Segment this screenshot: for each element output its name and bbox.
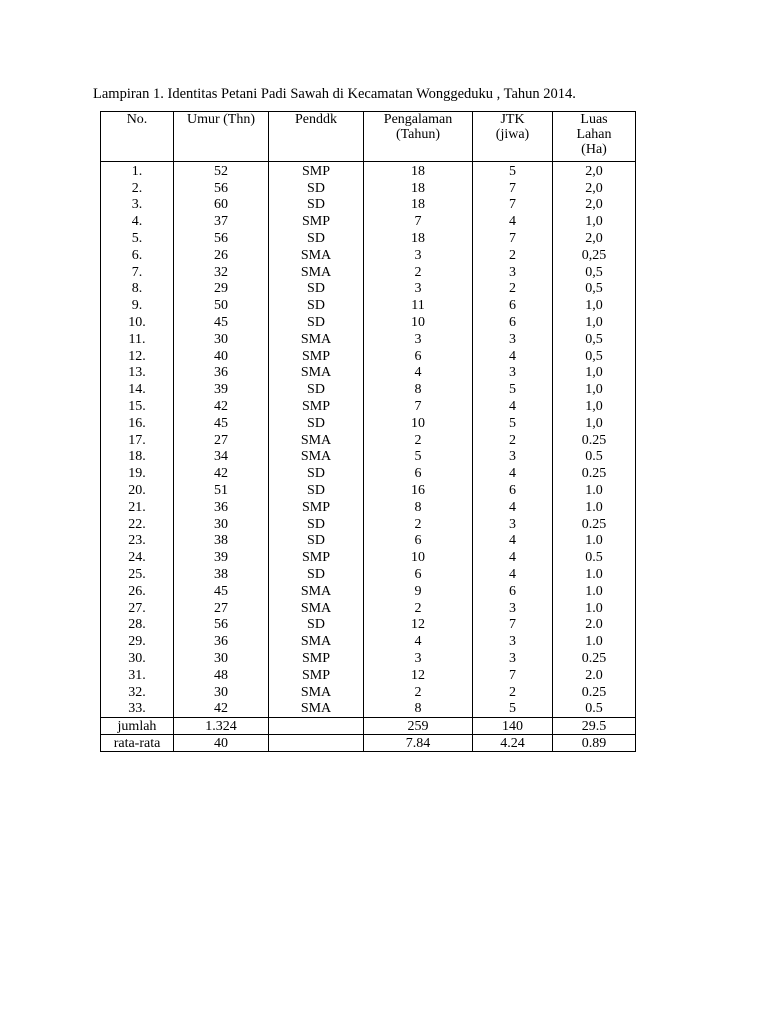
cell-no: 31.: [101, 667, 174, 684]
cell-pengalaman: 6: [364, 533, 473, 550]
header-no: [101, 112, 174, 162]
cell-jtk: 6: [473, 314, 553, 331]
header-umur-label: Umur (Thn): [186, 112, 256, 127]
cell-jtk: 6: [473, 482, 553, 499]
table-row: [101, 432, 636, 449]
table-row: [101, 398, 636, 415]
rata-rata-row: [101, 735, 636, 752]
cell-pengalaman: 7: [364, 398, 473, 415]
cell-pendidikan: SMA: [269, 701, 364, 718]
cell-umur: 30: [174, 684, 269, 701]
cell-umur: 27: [174, 600, 269, 617]
cell-jtk: 6: [473, 583, 553, 600]
cell-pengalaman: 8: [364, 499, 473, 516]
cell-jtk: 3: [473, 650, 553, 667]
table-row: [101, 314, 636, 331]
cell-pendidikan: SMP: [269, 499, 364, 516]
cell-pengalaman: 18: [364, 197, 473, 214]
cell-umur: 40: [174, 348, 269, 365]
table-row: [101, 197, 636, 214]
cell-pendidikan: SMP: [269, 549, 364, 566]
table-header: [101, 112, 636, 162]
cell-pendidikan: SD: [269, 314, 364, 331]
cell-umur: 38: [174, 533, 269, 550]
cell-no: 25.: [101, 566, 174, 583]
cell-pendidikan: SD: [269, 381, 364, 398]
cell-luas: 0.25: [553, 516, 636, 533]
cell-pengalaman: 5: [364, 449, 473, 466]
cell-umur: 48: [174, 667, 269, 684]
cell-luas: 1,0: [553, 314, 636, 331]
cell-umur: 26: [174, 247, 269, 264]
cell-jtk: 3: [473, 516, 553, 533]
cell-no: 10.: [101, 314, 174, 331]
cell-no: 20.: [101, 482, 174, 499]
cell-pendidikan: SD: [269, 516, 364, 533]
table-row: [101, 633, 636, 650]
cell-umur: 52: [174, 162, 269, 180]
header-luas-line3: (Ha): [581, 142, 607, 157]
cell-luas: 2,0: [553, 230, 636, 247]
header-pengalaman: [364, 112, 473, 162]
cell-umur: 45: [174, 415, 269, 432]
cell-jtk: 7: [473, 180, 553, 197]
cell-luas: 0.5: [553, 701, 636, 718]
rata-rata-luas: 0.89: [553, 735, 636, 752]
cell-umur: 38: [174, 566, 269, 583]
rata-rata-pendidikan: [269, 735, 364, 752]
cell-pengalaman: 2: [364, 264, 473, 281]
table-footer: [101, 718, 636, 752]
cell-luas: 1.0: [553, 600, 636, 617]
cell-jtk: 6: [473, 297, 553, 314]
table-row: [101, 348, 636, 365]
cell-no: 18.: [101, 449, 174, 466]
header-pendidikan-label: Penddk: [295, 112, 337, 127]
cell-luas: 1,0: [553, 381, 636, 398]
cell-umur: 36: [174, 633, 269, 650]
cell-pengalaman: 18: [364, 162, 473, 180]
cell-pengalaman: 4: [364, 633, 473, 650]
table-row: [101, 499, 636, 516]
table-row: [101, 650, 636, 667]
cell-umur: 34: [174, 449, 269, 466]
table-row: [101, 684, 636, 701]
cell-pendidikan: SMA: [269, 247, 364, 264]
cell-luas: 1,0: [553, 398, 636, 415]
cell-pendidikan: SD: [269, 482, 364, 499]
cell-luas: 0,5: [553, 281, 636, 298]
cell-pendidikan: SMA: [269, 600, 364, 617]
cell-jtk: 5: [473, 701, 553, 718]
cell-umur: 30: [174, 650, 269, 667]
cell-luas: 2,0: [553, 162, 636, 180]
cell-pengalaman: 2: [364, 684, 473, 701]
header-pendidikan: [269, 112, 364, 162]
cell-pendidikan: SD: [269, 617, 364, 634]
header-jtk-line2: (jiwa): [495, 127, 530, 142]
cell-no: 13.: [101, 365, 174, 382]
table-row: [101, 701, 636, 718]
cell-umur: 60: [174, 197, 269, 214]
cell-no: 16.: [101, 415, 174, 432]
header-luas-line1: Luas: [580, 112, 608, 127]
cell-pendidikan: SMA: [269, 684, 364, 701]
table-row: [101, 247, 636, 264]
cell-no: 22.: [101, 516, 174, 533]
cell-no: 32.: [101, 684, 174, 701]
cell-umur: 29: [174, 281, 269, 298]
cell-luas: 1.0: [553, 566, 636, 583]
cell-luas: 1,0: [553, 213, 636, 230]
cell-jtk: 4: [473, 533, 553, 550]
header-row: [101, 112, 636, 162]
cell-pendidikan: SD: [269, 566, 364, 583]
cell-jtk: 3: [473, 264, 553, 281]
table-row: [101, 264, 636, 281]
jumlah-umur: 1.324: [174, 718, 269, 735]
header-luas-line2: Lahan: [576, 127, 612, 142]
cell-pengalaman: 2: [364, 516, 473, 533]
header-pengalaman-line2: (Tahun): [395, 127, 441, 142]
cell-no: 3.: [101, 197, 174, 214]
jumlah-luas: 29.5: [553, 718, 636, 735]
cell-pendidikan: SMP: [269, 213, 364, 230]
jumlah-pengalaman: 259: [364, 718, 473, 735]
table-row: [101, 297, 636, 314]
table-row: [101, 600, 636, 617]
cell-pendidikan: SMP: [269, 667, 364, 684]
cell-umur: 42: [174, 398, 269, 415]
cell-no: 12.: [101, 348, 174, 365]
cell-pendidikan: SMA: [269, 583, 364, 600]
table-row: [101, 465, 636, 482]
cell-luas: 2,0: [553, 180, 636, 197]
cell-pendidikan: SMA: [269, 365, 364, 382]
cell-jtk: 2: [473, 684, 553, 701]
table-row: [101, 415, 636, 432]
cell-no: 23.: [101, 533, 174, 550]
cell-pendidikan: SMP: [269, 348, 364, 365]
cell-pengalaman: 7: [364, 213, 473, 230]
rata-rata-umur: 40: [174, 735, 269, 752]
cell-no: 9.: [101, 297, 174, 314]
table-row: [101, 331, 636, 348]
cell-pendidikan: SD: [269, 197, 364, 214]
cell-umur: 56: [174, 180, 269, 197]
cell-luas: 2,0: [553, 197, 636, 214]
table-row: [101, 381, 636, 398]
cell-pengalaman: 9: [364, 583, 473, 600]
cell-pengalaman: 3: [364, 331, 473, 348]
cell-pendidikan: SMA: [269, 264, 364, 281]
table-row: [101, 180, 636, 197]
jumlah-label: jumlah: [101, 718, 174, 735]
cell-no: 19.: [101, 465, 174, 482]
cell-jtk: 4: [473, 566, 553, 583]
cell-pengalaman: 3: [364, 281, 473, 298]
cell-pendidikan: SD: [269, 465, 364, 482]
table-row: [101, 230, 636, 247]
cell-no: 28.: [101, 617, 174, 634]
cell-pendidikan: SD: [269, 297, 364, 314]
cell-pengalaman: 18: [364, 230, 473, 247]
cell-no: 6.: [101, 247, 174, 264]
cell-no: 21.: [101, 499, 174, 516]
cell-pengalaman: 12: [364, 617, 473, 634]
table-row: [101, 449, 636, 466]
cell-umur: 36: [174, 365, 269, 382]
cell-pendidikan: SD: [269, 533, 364, 550]
cell-jtk: 3: [473, 633, 553, 650]
cell-no: 7.: [101, 264, 174, 281]
cell-pengalaman: 2: [364, 600, 473, 617]
cell-no: 14.: [101, 381, 174, 398]
cell-jtk: 4: [473, 348, 553, 365]
cell-umur: 56: [174, 617, 269, 634]
table-row: [101, 533, 636, 550]
cell-pengalaman: 3: [364, 247, 473, 264]
cell-no: 2.: [101, 180, 174, 197]
cell-jtk: 5: [473, 381, 553, 398]
table-caption: Lampiran 1. Identitas Petani Padi Sawah di Kecamatan Wonggeduku , Tahun 2014.: [93, 86, 576, 102]
cell-pengalaman: 6: [364, 465, 473, 482]
table-row: [101, 482, 636, 499]
cell-no: 24.: [101, 549, 174, 566]
cell-luas: 1,0: [553, 365, 636, 382]
cell-luas: 0.25: [553, 432, 636, 449]
cell-pengalaman: 16: [364, 482, 473, 499]
cell-jtk: 5: [473, 415, 553, 432]
cell-luas: 2.0: [553, 617, 636, 634]
cell-umur: 39: [174, 381, 269, 398]
cell-umur: 45: [174, 314, 269, 331]
table-row: [101, 365, 636, 382]
cell-pengalaman: 10: [364, 314, 473, 331]
cell-jtk: 4: [473, 213, 553, 230]
table-row: [101, 281, 636, 298]
cell-luas: 2.0: [553, 667, 636, 684]
cell-luas: 1,0: [553, 415, 636, 432]
cell-pengalaman: 12: [364, 667, 473, 684]
cell-pengalaman: 10: [364, 549, 473, 566]
cell-pengalaman: 18: [364, 180, 473, 197]
cell-pendidikan: SD: [269, 230, 364, 247]
cell-luas: 1.0: [553, 499, 636, 516]
cell-pendidikan: SMP: [269, 162, 364, 180]
cell-pendidikan: SMA: [269, 449, 364, 466]
cell-luas: 0,25: [553, 247, 636, 264]
cell-umur: 39: [174, 549, 269, 566]
cell-pengalaman: 11: [364, 297, 473, 314]
cell-umur: 32: [174, 264, 269, 281]
header-no-label: No.: [126, 112, 148, 127]
table-row: [101, 549, 636, 566]
cell-pengalaman: 4: [364, 365, 473, 382]
header-pengalaman-line1: Pengalaman: [383, 112, 453, 127]
cell-pengalaman: 6: [364, 566, 473, 583]
cell-jtk: 3: [473, 331, 553, 348]
cell-luas: 0.5: [553, 549, 636, 566]
cell-pengalaman: 8: [364, 701, 473, 718]
header-umur: [174, 112, 269, 162]
cell-no: 1.: [101, 162, 174, 180]
cell-jtk: 3: [473, 600, 553, 617]
rata-rata-jtk: 4.24: [473, 735, 553, 752]
cell-pendidikan: SMA: [269, 331, 364, 348]
cell-umur: 42: [174, 701, 269, 718]
header-luas: [553, 112, 636, 162]
cell-pendidikan: SD: [269, 180, 364, 197]
table-row: [101, 617, 636, 634]
cell-jtk: 2: [473, 281, 553, 298]
cell-jtk: 7: [473, 667, 553, 684]
cell-no: 11.: [101, 331, 174, 348]
cell-jtk: 7: [473, 230, 553, 247]
cell-pengalaman: 10: [364, 415, 473, 432]
cell-umur: 37: [174, 213, 269, 230]
cell-no: 4.: [101, 213, 174, 230]
cell-pendidikan: SMA: [269, 432, 364, 449]
cell-no: 17.: [101, 432, 174, 449]
cell-no: 26.: [101, 583, 174, 600]
jumlah-pendidikan: [269, 718, 364, 735]
cell-pengalaman: 6: [364, 348, 473, 365]
cell-jtk: 2: [473, 247, 553, 264]
table-row: [101, 516, 636, 533]
table-row: [101, 566, 636, 583]
cell-umur: 56: [174, 230, 269, 247]
cell-umur: 50: [174, 297, 269, 314]
cell-jtk: 3: [473, 449, 553, 466]
cell-jtk: 7: [473, 197, 553, 214]
cell-pendidikan: SMA: [269, 633, 364, 650]
cell-umur: 51: [174, 482, 269, 499]
cell-jtk: 2: [473, 432, 553, 449]
cell-no: 5.: [101, 230, 174, 247]
cell-jtk: 3: [473, 365, 553, 382]
header-jtk-line1: JTK: [500, 112, 525, 127]
cell-luas: 0.25: [553, 465, 636, 482]
cell-umur: 30: [174, 331, 269, 348]
cell-jtk: 4: [473, 549, 553, 566]
cell-luas: 0.5: [553, 449, 636, 466]
table-row: [101, 162, 636, 180]
cell-pendidikan: SD: [269, 281, 364, 298]
cell-pengalaman: 2: [364, 432, 473, 449]
jumlah-jtk: 140: [473, 718, 553, 735]
table-body: [101, 162, 636, 718]
cell-luas: 0.25: [553, 650, 636, 667]
cell-luas: 0,5: [553, 331, 636, 348]
rata-rata-label: rata-rata: [101, 735, 174, 752]
table-row: [101, 213, 636, 230]
rata-rata-pengalaman: 7.84: [364, 735, 473, 752]
cell-no: 8.: [101, 281, 174, 298]
cell-luas: 0,5: [553, 264, 636, 281]
cell-pengalaman: 3: [364, 650, 473, 667]
cell-luas: 1.0: [553, 482, 636, 499]
cell-umur: 30: [174, 516, 269, 533]
cell-luas: 1,0: [553, 297, 636, 314]
cell-umur: 36: [174, 499, 269, 516]
cell-luas: 1.0: [553, 583, 636, 600]
cell-umur: 27: [174, 432, 269, 449]
cell-no: 15.: [101, 398, 174, 415]
cell-jtk: 7: [473, 617, 553, 634]
cell-pengalaman: 8: [364, 381, 473, 398]
jumlah-row: [101, 718, 636, 735]
cell-pendidikan: SMP: [269, 398, 364, 415]
cell-jtk: 5: [473, 162, 553, 180]
cell-pendidikan: SD: [269, 415, 364, 432]
cell-pendidikan: SMP: [269, 650, 364, 667]
cell-no: 33.: [101, 701, 174, 718]
cell-luas: 0.25: [553, 684, 636, 701]
cell-no: 29.: [101, 633, 174, 650]
header-jtk: [473, 112, 553, 162]
cell-umur: 45: [174, 583, 269, 600]
cell-jtk: 4: [473, 499, 553, 516]
cell-umur: 42: [174, 465, 269, 482]
cell-luas: 0,5: [553, 348, 636, 365]
farmer-identity-table: [100, 111, 636, 752]
cell-no: 27.: [101, 600, 174, 617]
cell-no: 30.: [101, 650, 174, 667]
cell-luas: 1.0: [553, 533, 636, 550]
table-row: [101, 667, 636, 684]
cell-jtk: 4: [473, 465, 553, 482]
table-row: [101, 583, 636, 600]
cell-jtk: 4: [473, 398, 553, 415]
cell-luas: 1.0: [553, 633, 636, 650]
